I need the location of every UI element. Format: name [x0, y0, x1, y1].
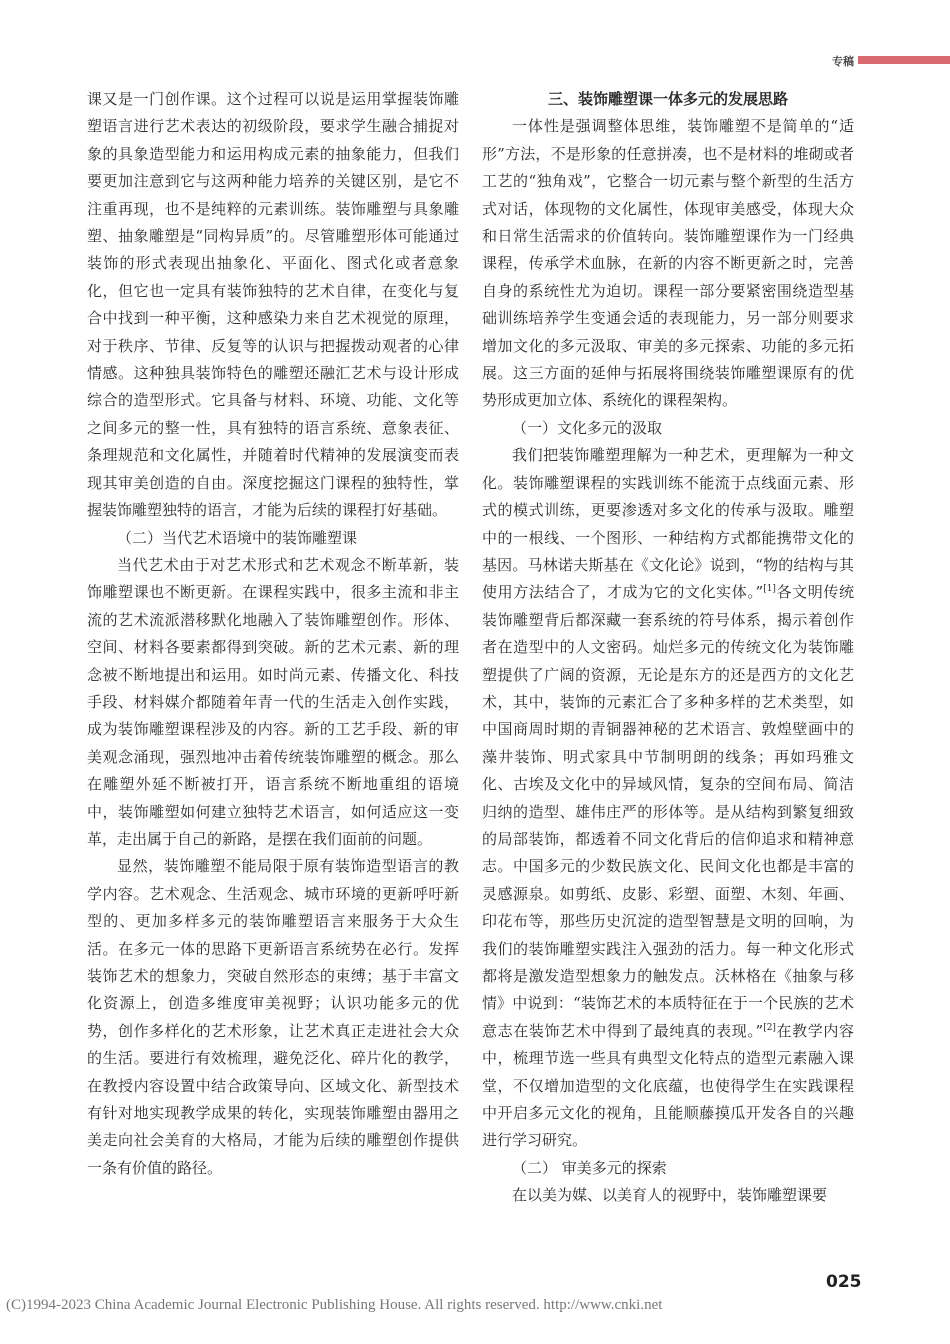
- left-column: [87, 86, 459, 1182]
- citation-ref-2[interactable]: [2]: [763, 1022, 776, 1033]
- right-paragraph-2: [482, 442, 854, 1155]
- left-paragraph-1: 课又是一门创作课。这个过程可以说是运用掌握装饰雕塑语言进行艺术表达的初级阶段，要求学生融合捕捉对象的具象造型能力和运用构成元素的抽象能力，但我们要更加注意到它与这两种能力培养的关键区别，是它不注重再现，也不是纯粹的元素训练。装饰雕塑与具象雕塑、抽象雕塑是“同构异质”的。尽管雕塑形体可能通过装饰的形式表现出抽象化、平面化、图式化或者意象化，但它也一定具有装饰独特的艺术自律，在变化与复合中找到一种平衡，这种感染力来自艺术视觉的原理，对于秩序、节律、反复等的认识与把握拨动观者的心律情感。这种独具装饰特色的雕塑还融汇艺术与设计形成综合的造型形式。它具备与材料、环境、功能、文化等之间多元的整一性，具有独特的语言系统、意象表征、条理规范和文化属性，并随着时代精神的发展演变而表现其审美创造的自由。深度挖掘这门课程的独特性，掌握装饰雕塑独特的语言，才能为后续的课程打好基础。: [87, 90, 459, 520]
- header-accent-bar: [858, 56, 950, 64]
- left-paragraph-2: 当代艺术由于对艺术形式和艺术观念不断革新，装饰雕塑课也不断更新。在课程实践中，很多主流和非主流的艺术流派潜移默化地融入了装饰雕塑创作。形体、空间、材料各要素都得到突破。新的艺术元素、新的理念被不断地提出和运用。如时尚元素、传播文化、科技手段、材料媒介都随着年青一代的生活走入创作实践，成为装饰雕塑课程涉及的内容。新的工艺手段、新的审美观念涌现，强烈地冲击着传统装饰雕塑的概念。那么在雕塑外延不断被打开，语言系统不断地重组的语境中，装饰雕塑如何建立独特艺术语言，如何适应这一变革，走出属于自己的新路，是摆在我们面前的问题。: [87, 555, 459, 848]
- subheading-contemporary-context: （二）当代艺术语境中的装饰雕塑课: [117, 528, 358, 547]
- section-heading-3: 三、装饰雕塑课一体多元的发展思路: [547, 90, 788, 108]
- section-label: 专稿: [832, 55, 854, 68]
- subheading-aesthetic-exploration: （二） 审美多元的探索: [512, 1158, 667, 1177]
- page-number: 025: [826, 1272, 862, 1292]
- paragraph-2-part-c: 在教学内容中，梳理节选一些具有典型文化特点的造型元素融入课堂，不仅增加造型的文化底蕴，也使得学生在实践课程中开启多元文化的视角，且能顺藤摸瓜开发各自的兴趣进行学习研究。: [482, 1021, 854, 1150]
- right-column: [482, 86, 854, 1210]
- left-paragraph-3: 显然，装饰雕塑不能局限于原有装饰造型语言的教学内容。艺术观念、生活观念、城市环境的更新呼吁新型的、更加多样多元的装饰雕塑语言来服务于大众生活。在多元一体的思路下更新语言系统势在必行。发挥装饰艺术的想象力，突破自然形态的束缚；基于丰富文化资源上，创造多维度审美视野；认识功能多元的优势，创作多样化的艺术形象，让艺术真正走进社会大众的生活。要进行有效梳理，避免泛化、碎片化的教学，在教授内容设置中结合政策导向、区域文化、新型技术有针对地实现教学成果的转化，实现装饰雕塑由器用之美走向社会美育的大格局，才能为后续的雕塑创作提供一条有价值的路径。: [87, 857, 459, 1177]
- paragraph-2-part-b: 各文明传统装饰雕塑背后都深藏一套系统的符号体系，揭示着创作者在造型中的人文密码。灿烂多元的传统文化为装饰雕塑提供了广阔的资源，无论是东方的还是西方的文化艺术，其中，装饰的元素汇合了多种多样的艺术类型，如中国商周时期的青铜器神秘的艺术语言、敦煌壁画中的藻井装饰、明式家具中节制明朗的线条；再如玛雅文化、古埃及文化中的异域风情，复杂的空间布局、简洁归纳的造型、雄伟庄严的形体等。是从结构到繁复细致的局部装饰，都透着不同文化背后的信仰追求和精神意志。中国多元的少数民族文化、民间文化也都是丰富的灵感源泉。如剪纸、皮影、彩塑、面塑、木刻、年画、印花布等，那些历史沉淀的造型智慧是文明的回响，为我们的装饰雕塑实践注入强劲的活力。每一种文化形式都将是激发造型想象力的触发点。沃林格在《抽象与移情》中说到：“装饰艺术的本质特征在于一个民族的艺术意志在装饰艺术中得到了最纯真的表现。”: [482, 583, 854, 1040]
- subheading-cultural-diversity: （一）文化多元的汲取: [512, 418, 663, 437]
- citation-ref-1[interactable]: [1]: [763, 584, 776, 595]
- paragraph-2-part-a: 我们把装饰雕塑理解为一种艺术，更理解为一种文化。装饰雕塑课程的实践训练不能流于点线面元素、形式的模式训练，更要渗透对多文化的传承与汲取。雕塑中的一根线、一个图形、一种结构方式都能携带文化的基因。马林诺夫斯基在《文化论》说到，“物的结构与其使用方法结合了，才成为它的文化实体。”: [482, 446, 854, 602]
- right-paragraph-3: 在以美为媒、以美育人的视野中，装饰雕塑课要: [512, 1186, 828, 1205]
- right-paragraph-1: 一体性是强调整体思维，装饰雕塑不是简单的“适形”方法，不是形象的任意拼凑，也不是材料的堆砌或者工艺的“独角戏”，它整合一切元素与整个新型的生活方式对话，体现物的文化属性，体现审美感受，体现大众和日常生活需求的价值转向。装饰雕塑课作为一门经典课程，传承学术血脉，在新的内容不断更新之时，完善自身的系统性尤为迫切。课程一部分要紧密围绕造型基础训练培养学生变通会适的表现能力，另一部分则要求增加文化的多元汲取、审美的多元探索、功能的多元拓展。这三方面的延伸与拓展将围绕装饰雕塑课原有的优势形成更加立体、系统化的课程架构。: [482, 117, 854, 410]
- copyright-notice: (C)1994-2023 China Academic Journal Electronic Publishing House. All rights reserved. http://www.cnki.net: [6, 1297, 663, 1313]
